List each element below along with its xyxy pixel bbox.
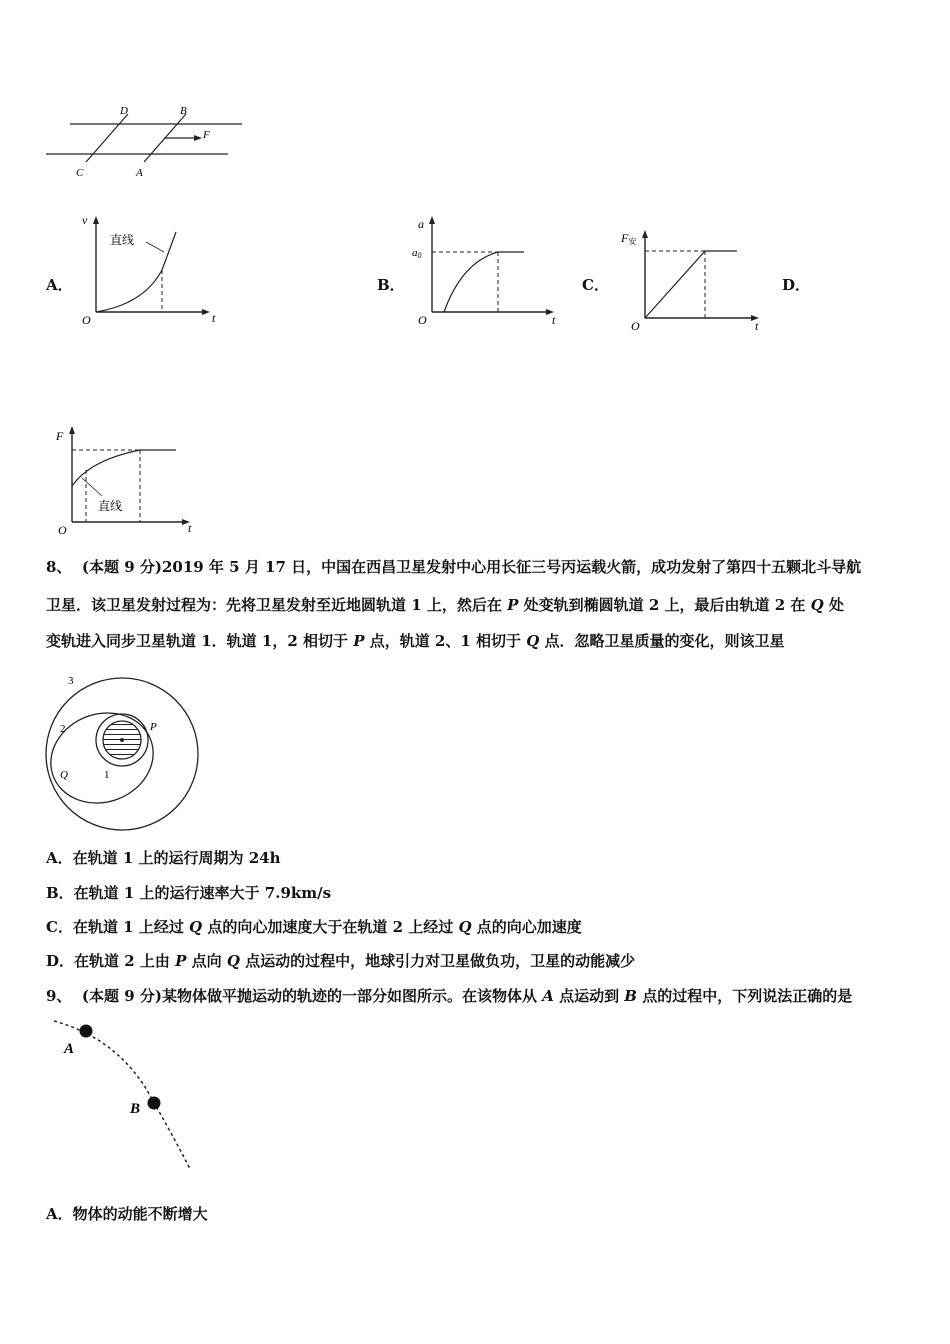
graph-c-y-arrowhead — [642, 230, 648, 238]
graph-a-label-t: t — [212, 311, 216, 325]
graph-b-curve — [444, 252, 498, 312]
graph-d-curve — [72, 450, 140, 486]
orbit-label-3: 3 — [68, 675, 74, 687]
rails-figure — [40, 100, 250, 185]
graph-a-note-leader — [146, 242, 164, 252]
q8-line-3-p: P — [353, 632, 365, 650]
q9-line-1 — [46, 986, 852, 1006]
point-b — [148, 1097, 161, 1110]
q8-line-2-p: P — [507, 596, 519, 614]
graph-d-note: 直线 — [98, 499, 123, 513]
label-c: C — [76, 167, 84, 179]
graph-b-y-arrowhead — [429, 216, 435, 224]
q8-option-c — [46, 917, 582, 937]
graph-d-label-o: O — [58, 523, 67, 537]
trajectory-label-b: B — [130, 1101, 141, 1117]
option-d-label: D． — [782, 276, 811, 294]
label-d: D — [120, 105, 128, 117]
q8-option-d-p: P — [175, 952, 187, 970]
q8-option-c-q1: Q — [189, 918, 203, 936]
graph-b-a0-sub: 0 — [417, 251, 422, 260]
option-c-label: C． — [582, 276, 609, 294]
orbit-figure — [40, 672, 205, 832]
trajectory-figure — [40, 1015, 210, 1180]
graph-c-f-sub: 安 — [628, 237, 637, 246]
q8-line-2 — [46, 595, 844, 615]
graph-b-label-o: O — [418, 313, 427, 327]
graph-a-label-o: O — [82, 313, 91, 327]
q9-line-1-b: B — [624, 987, 637, 1005]
graph-a-x-arrowhead — [202, 309, 210, 315]
orbit-label-q: Q — [60, 769, 68, 781]
option-a-label: A． — [46, 276, 73, 294]
q9-option-a: A．物体的动能不断增大 — [46, 1205, 208, 1223]
q8-option-c-b: 点的向心加速度大于在轨道 2 上经过 — [202, 918, 459, 936]
q8-line-3 — [46, 631, 785, 651]
trajectory-curve — [54, 1021, 190, 1169]
q9-number: 9、 — [46, 987, 72, 1005]
bar-cd — [86, 114, 128, 162]
q8-line-3c: 点．忽略卫星质量的变化，则该卫星 — [539, 632, 785, 650]
graph-a — [74, 212, 224, 332]
q8-option-c-a: C．在轨道 1 上经过 — [46, 918, 190, 936]
graph-b-a0-main: a — [412, 247, 418, 259]
q8-option-d-a: D．在轨道 2 上由 — [46, 952, 176, 970]
q8-number: 8、 — [46, 558, 72, 576]
q8-option-c-c: 点的向心加速度 — [471, 918, 582, 936]
q8-line-1 — [46, 557, 861, 577]
q9-line-1b: 点运动到 — [553, 987, 625, 1005]
q9-line-1a: (本题 9 分)某物体做平抛运动的轨迹的一部分如图所示。在该物体从 — [81, 987, 543, 1005]
q8-line-1-text: (本题 9 分)2019 年 5 月 17 日，中国在西昌卫星发射中心用长征三号丙运载火箭，成功发射了第四十五颗北斗导航 — [81, 558, 862, 576]
orbit-label-2: 2 — [60, 723, 66, 735]
graph-a-curve — [96, 232, 176, 312]
graph-c-label-f — [620, 231, 636, 246]
graph-d — [50, 420, 210, 542]
q8-option-b: B．在轨道 1 上的运行速率大于 7.9km/s — [46, 884, 332, 902]
q9-line-1c: 点的过程中，下列说法正确的是 — [636, 987, 853, 1005]
graph-c-label-t: t — [755, 319, 759, 333]
point-a — [80, 1025, 93, 1038]
graph-d-note-leader — [82, 478, 102, 496]
graph-d-label-f: F — [56, 429, 64, 443]
graph-b — [410, 212, 565, 332]
q8-line-2a: 卫星．该卫星发射过程为：先将卫星发射至近地圆轨道 1 上，然后在 — [46, 596, 508, 614]
q8-option-a: A．在轨道 1 上的运行周期为 24h — [46, 849, 281, 867]
graph-c-ramp — [645, 251, 705, 318]
q9-line-1-a: A — [542, 987, 554, 1005]
graph-c — [615, 222, 775, 337]
graph-b-label-a0 — [412, 247, 422, 260]
orbit-label-p: P — [150, 721, 157, 733]
label-a: A — [136, 167, 143, 179]
graph-d-label-t: t — [188, 521, 192, 535]
label-b: B — [180, 105, 187, 117]
q8-line-3a: 变轨进入同步卫星轨道 1．轨道 1，2 相切于 — [46, 632, 354, 650]
q8-line-2c: 处 — [823, 596, 844, 614]
q8-line-2b: 处变轨到椭圆轨道 2 上，最后由轨道 2 在 — [518, 596, 811, 614]
q8-line-3b: 点，轨道 2、1 相切于 — [364, 632, 527, 650]
q8-option-d-c: 点运动的过程中，地球引力对卫星做负功，卫星的动能减少 — [239, 952, 636, 970]
graph-c-label-o: O — [631, 319, 640, 333]
label-f: F — [203, 129, 210, 141]
graph-d-y-arrowhead — [69, 426, 75, 434]
graph-b-label-t: t — [552, 313, 556, 327]
q8-line-2-q: Q — [810, 596, 824, 614]
q8-line-3-q: Q — [526, 632, 540, 650]
force-arrowhead — [194, 135, 202, 141]
orbit-label-1: 1 — [104, 769, 110, 781]
graph-c-f-main: F — [621, 231, 629, 245]
q8-option-d-b: 点向 — [186, 952, 227, 970]
option-b-label: B． — [377, 276, 405, 294]
q8-option-c-q2: Q — [458, 918, 472, 936]
graph-a-label-v: v — [82, 213, 88, 227]
graph-a-y-arrowhead — [93, 216, 99, 224]
graph-b-label-a: a — [418, 217, 424, 231]
graph-a-note: 直线 — [110, 233, 135, 247]
earth-center — [120, 738, 124, 742]
q8-option-d-q: Q — [226, 952, 240, 970]
q8-option-d — [46, 951, 635, 971]
trajectory-label-a: A — [64, 1041, 75, 1057]
